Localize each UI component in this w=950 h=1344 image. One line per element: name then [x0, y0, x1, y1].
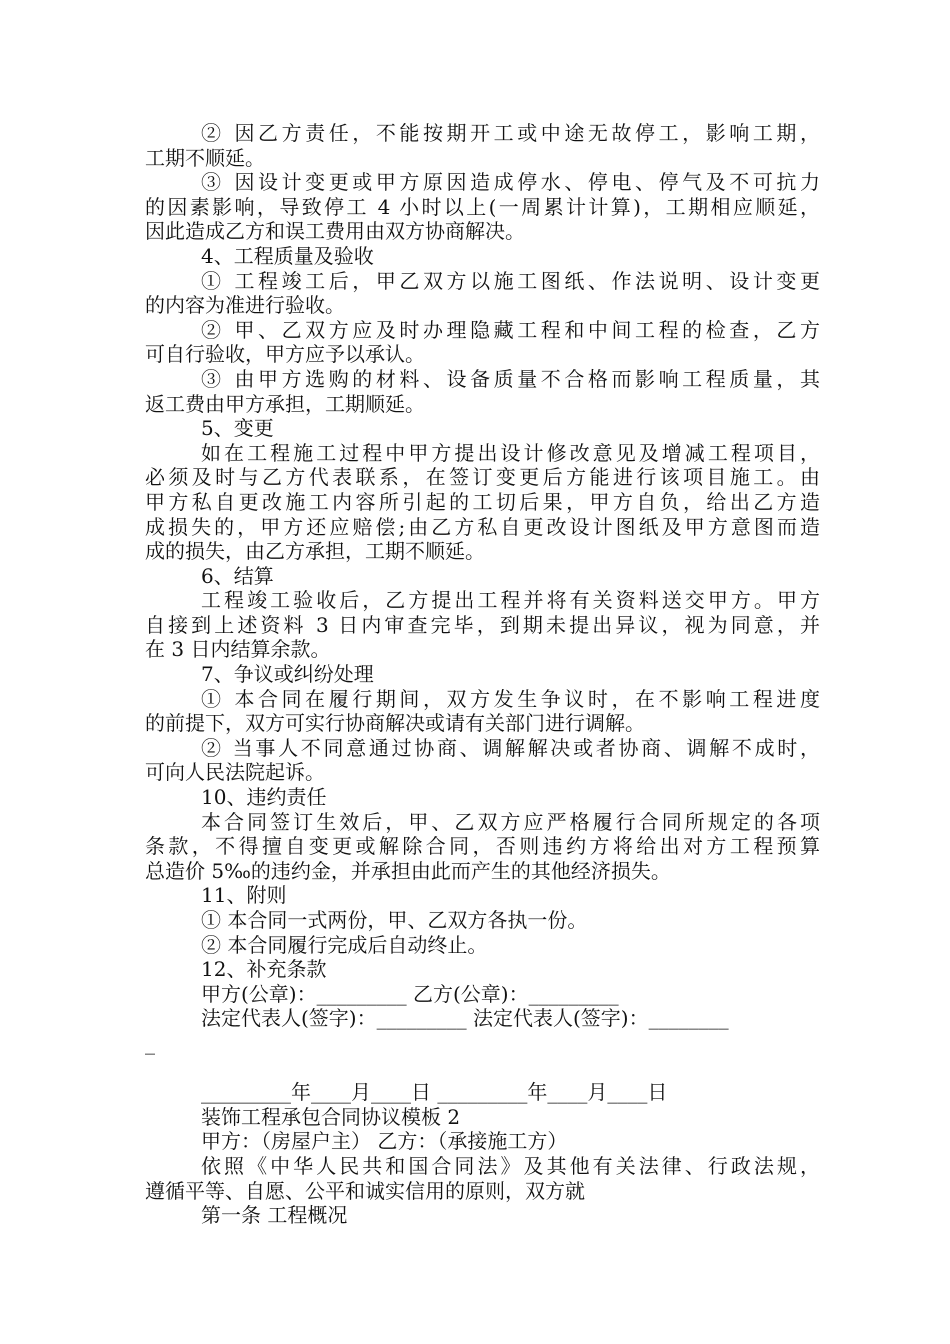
text-line: 甲方私自更改施工内容所引起的工切后果，甲方自负，给出乙方造	[145, 489, 820, 514]
text-line: 本合同签订生效后，甲、乙双方应严格履行合同所规定的各项	[201, 809, 820, 834]
text-line: 返工费由甲方承担，工期顺延。	[145, 391, 425, 416]
text-line: 甲方(公章)：_________ 乙方(公章)：_________	[201, 981, 619, 1006]
text-line: 的因素影响，导致停工 4 小时以上(一周累计计算)，工期相应顺延，	[145, 194, 820, 219]
text-line: 5、变更	[201, 416, 274, 441]
text-line: 法定代表人(签字)：_________ 法定代表人(签字)：________	[201, 1006, 729, 1031]
text-line: 工期不顺延。	[145, 145, 265, 170]
document-page	[145, 121, 820, 1228]
text-line: 依照《中华人民共和国合同法》及其他有关法律、行政法规，	[201, 1153, 820, 1178]
text-line	[145, 1056, 820, 1081]
text-line: 11、附则	[201, 883, 287, 908]
text-line: ③ 由甲方选购的材料、设备质量不合格而影响工程质量，其	[201, 366, 820, 391]
text-line: 自接到上述资料 3 日内审查完毕，到期未提出异议，视为同意，并	[145, 612, 820, 637]
text-line: 第一条 工程概况	[201, 1203, 348, 1228]
text-line: 的前提下，双方可实行协商解决或请有关部门进行调解。	[145, 711, 645, 736]
text-line: 7、争议或纠纷处理	[201, 662, 374, 687]
text-line: 遵循平等、自愿、公平和诚实信用的原则，双方就	[145, 1178, 585, 1203]
text-line: ② 因乙方责任，不能按期开工或中途无故停工，影响工期，	[201, 121, 820, 145]
text-line: ③ 因设计变更或甲方原因造成停水、停电、停气及不可抗力	[201, 170, 820, 195]
text-line: 可自行验收，甲方应予以承认。	[145, 342, 425, 367]
text-line: ② 本合同履行完成后自动终止。	[201, 932, 488, 957]
text-line: 12、补充条款	[201, 957, 327, 982]
text-line: 的内容为准进行验收。	[145, 293, 345, 318]
text-line: 条款，不得擅自变更或解除合同，否则违约方将给出对方工程预算	[145, 834, 820, 859]
text-line: 装饰工程承包合同协议模板 2	[201, 1104, 461, 1129]
text-line: 甲方：（房屋户主） 乙方：（承接施工方）	[201, 1129, 568, 1154]
text-line: 4、工程质量及验收	[201, 243, 374, 268]
text-line: ① 工程竣工后，甲乙双方以施工图纸、作法说明、设计变更	[201, 268, 820, 293]
text-line: 可向人民法院起诉。	[145, 760, 325, 785]
text-line: ② 甲、乙双方应及时办理隐藏工程和中间工程的检查，乙方	[201, 317, 820, 342]
text-line: ② 当事人不同意通过协商、调解解决或者协商、调解不成时，	[201, 735, 820, 760]
text-line: 因此造成乙方和误工费用由双方协商解决。	[145, 219, 525, 244]
text-line: _	[145, 1030, 155, 1055]
text-line: _________年____月____日 _________年____月____日	[201, 1080, 668, 1105]
text-line: 成的损失，由乙方承担，工期不顺延。	[145, 539, 485, 564]
text-line: 在 3 日内结算余款。	[145, 637, 331, 662]
text-line: 如在工程施工过程中甲方提出设计修改意见及增减工程项目，	[201, 440, 820, 465]
text-line: 成损失的，甲方还应赔偿;由乙方私自更改设计图纸及甲方意图而造	[145, 514, 820, 539]
text-line: 总造价 5‰的违约金，并承担由此而产生的其他经济损失。	[145, 858, 671, 883]
text-line: ① 本合同一式两份，甲、乙双方各执一份。	[201, 908, 588, 932]
text-line: ① 本合同在履行期间，双方发生争议时，在不影响工程进度	[201, 686, 820, 711]
text-line: 10、违约责任	[201, 785, 327, 810]
text-line: 工程竣工验收后，乙方提出工程并将有关资料送交甲方。甲方	[201, 588, 820, 613]
text-line: 必须及时与乙方代表联系，在签订变更后方能进行该项目施工。由	[145, 465, 820, 490]
text-line: 6、结算	[201, 563, 274, 588]
